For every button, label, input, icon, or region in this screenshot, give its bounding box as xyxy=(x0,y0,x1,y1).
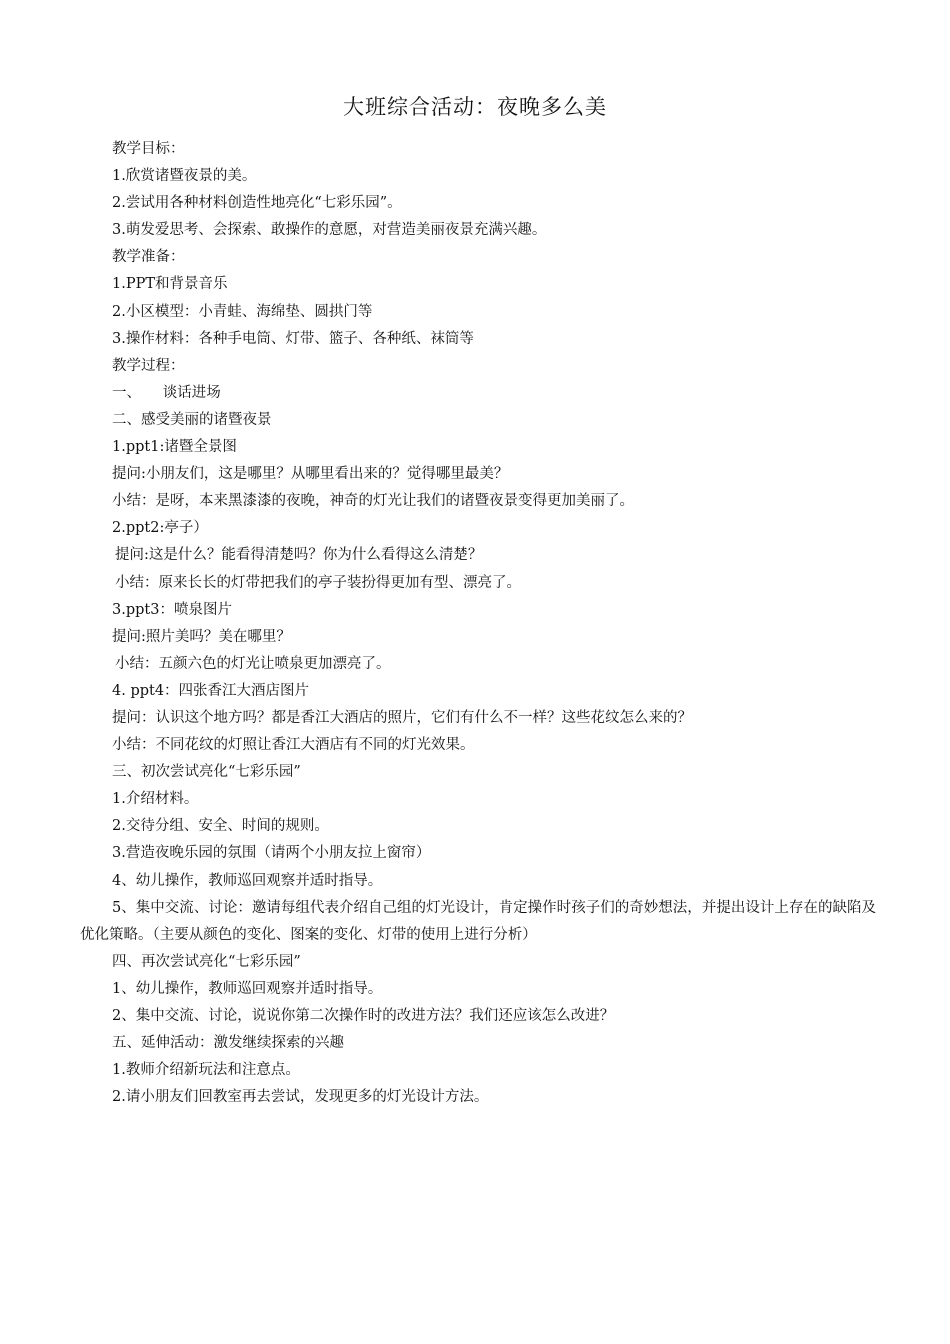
text-line: 2、集中交流、讨论，说说你第二次操作时的改进方法？我们还应该怎么改进？ xyxy=(112,1008,615,1024)
text-line: 小结：不同花纹的灯照让香江大酒店有不同的灯光效果。 xyxy=(112,737,475,754)
text-line: 3.ppt3：喷泉图片 xyxy=(112,601,232,618)
text-line: 2.请小朋友们回教室再去尝试，发现更多的灯光设计方法。 xyxy=(112,1089,489,1106)
text-line: 提问:小朋友们，这是哪里？从哪里看出来的？觉得哪里最美？ xyxy=(112,466,509,483)
text-line: 小结：是呀，本来黑漆漆的夜晚，神奇的灯光让我们的诸暨夜景变得更加美丽了。 xyxy=(112,493,634,510)
text-line: 3.营造夜晚乐园的氛围（请两个小朋友拉上窗帘） xyxy=(112,845,431,862)
paragraph: 5、集中交流、讨论：邀请每组代表介绍自己组的灯光设计，肯定操作时孩子们的奇妙想法，并提出设计上存在的缺陷及优化策略。（主要从颜色的变化、图案的变化、灯带的使用上进行分析） xyxy=(80,899,876,943)
page-title: 大班综合活动：夜晚多么美 xyxy=(343,95,607,119)
text-line: 1.介绍材料。 xyxy=(112,791,199,808)
text-line: 2.ppt2:亭子） xyxy=(112,520,208,537)
text-line: 2.交待分组、安全、时间的规则。 xyxy=(112,818,329,835)
text-line: 教学准备： xyxy=(112,249,185,266)
text-line: 3.操作材料：各种手电筒、灯带、篮子、各种纸、袜筒等 xyxy=(112,330,474,347)
text-line: 一、 谈话进场 xyxy=(112,384,221,401)
text-line: 提问:照片美吗？美在哪里？ xyxy=(112,628,291,645)
text-line: 五、延伸活动：激发继续探索的兴趣 xyxy=(112,1035,344,1052)
text-line: 小结：五颜六色的灯光让喷泉更加漂亮了。 xyxy=(115,655,391,672)
text-line: 教学目标： xyxy=(112,141,185,157)
text-line: 2.小区模型：小青蛙、海绵垫、圆拱门等 xyxy=(112,303,373,320)
text-line: 教学过程： xyxy=(112,357,185,374)
text-line: 4、幼儿操作，教师巡回观察并适时指导。 xyxy=(112,872,383,889)
text-line: 2.尝试用各种材料创造性地亮化“七彩乐园”。 xyxy=(112,195,402,212)
text-line: 1.ppt1:诸暨全景图 xyxy=(112,439,237,456)
text-line: 1.欣赏诸暨夜景的美。 xyxy=(112,168,257,185)
text-line: 三、初次尝试亮化“七彩乐园” xyxy=(112,764,301,781)
document-body xyxy=(80,136,876,1111)
text-line: 4. ppt4：四张香江大酒店图片 xyxy=(112,682,310,699)
text-line: 小结：原来长长的灯带把我们的亭子装扮得更加有型、漂亮了。 xyxy=(115,574,521,591)
text-line: 四、再次尝试亮化“七彩乐园” xyxy=(112,953,301,970)
text-line: 提问：认识这个地方吗？都是香江大酒店的照片，它们有什么不一样？这些花纹怎么来的？ xyxy=(112,709,692,726)
text-line: 1、幼儿操作，教师巡回观察并适时指导。 xyxy=(112,980,383,997)
text-line: 3.萌发爱思考、会探索、敢操作的意愿，对营造美丽夜景充满兴趣。 xyxy=(112,222,547,239)
text-line: 二、感受美丽的诸暨夜景 xyxy=(112,411,272,428)
text-line: 提问:这是什么？能看得清楚吗？你为什么看得这么清楚？ xyxy=(115,547,483,564)
text-line: 1.PPT和背景音乐 xyxy=(112,276,228,293)
text-line: 1.教师介绍新玩法和注意点。 xyxy=(112,1062,300,1079)
